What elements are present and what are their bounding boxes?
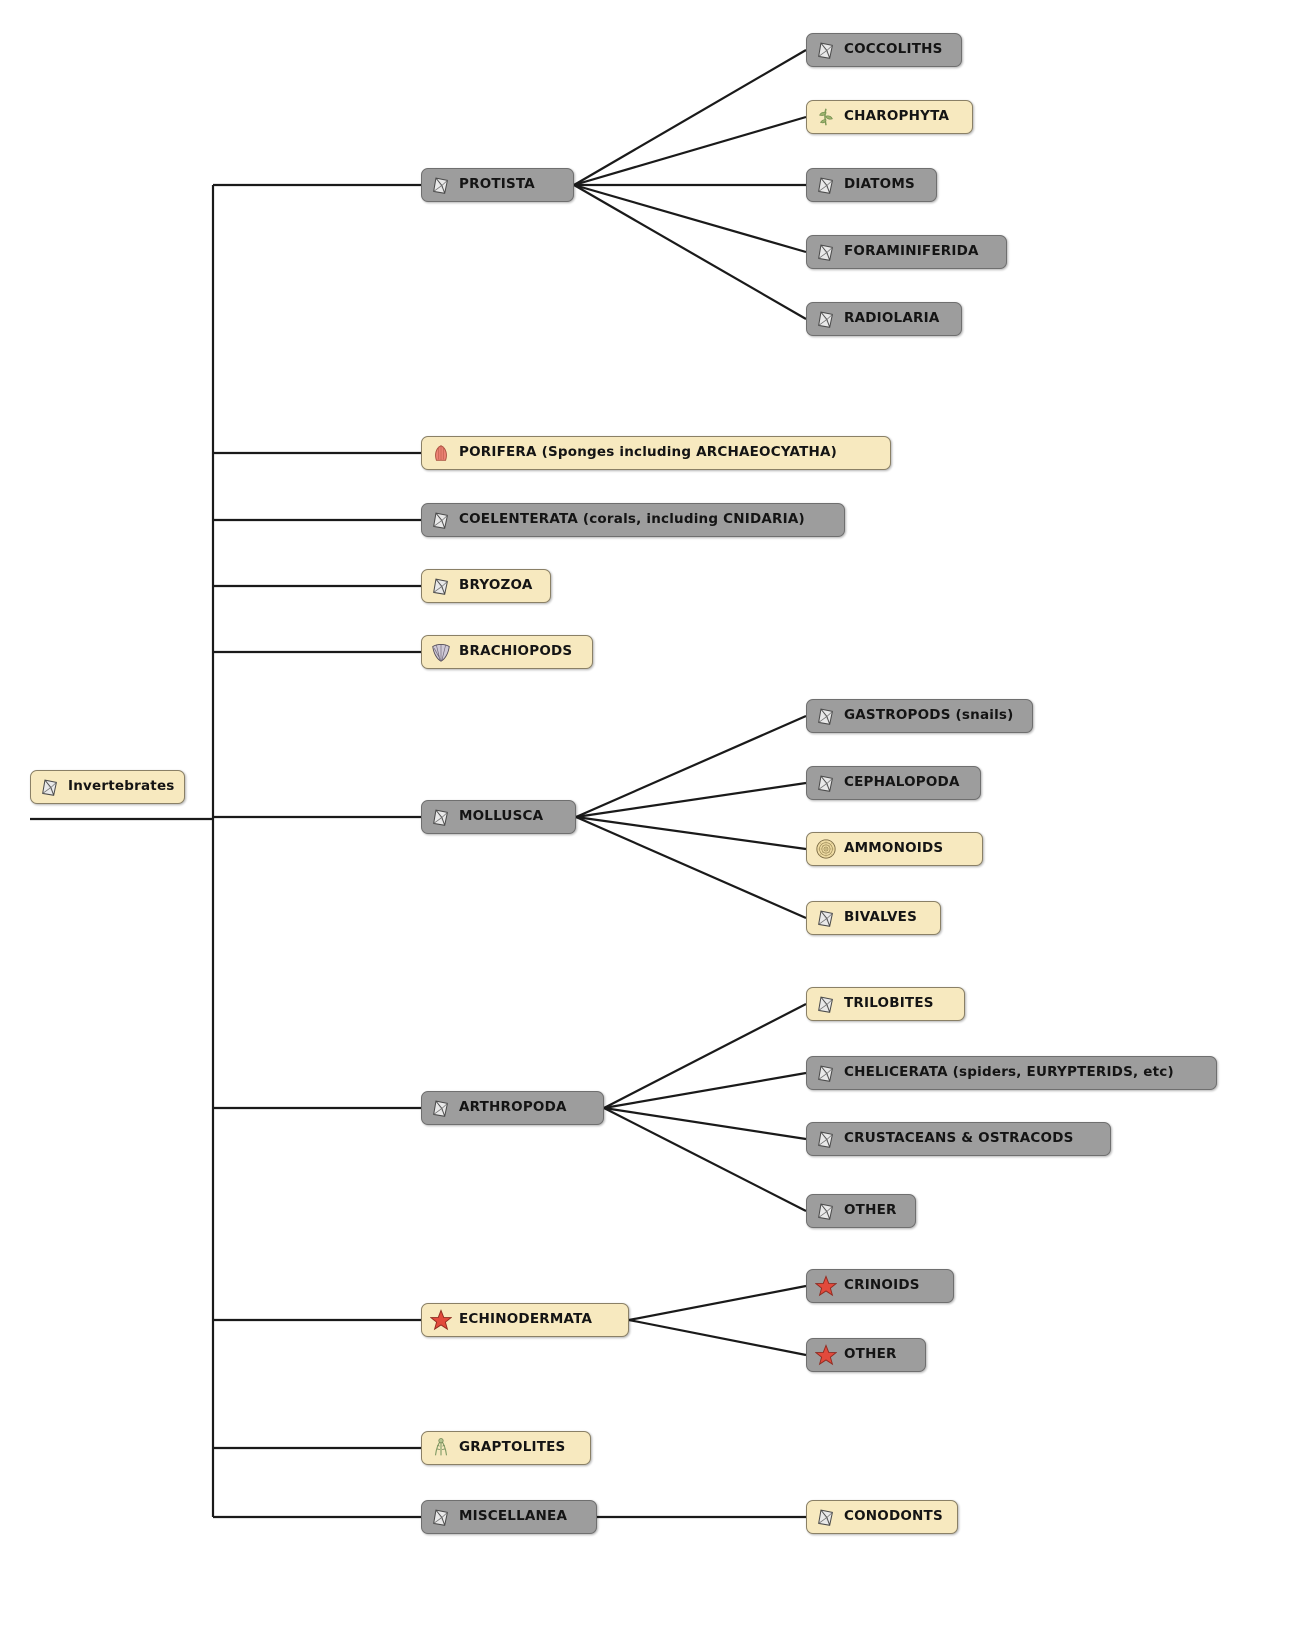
node-arthropoda[interactable] <box>421 1091 604 1125</box>
node-brachiopods[interactable] <box>421 635 593 669</box>
node-label: GASTROPODS (snails) <box>844 707 1014 724</box>
shell-icon <box>815 307 837 331</box>
shell-icon <box>430 574 452 598</box>
node-label: COCCOLITHS <box>844 41 943 58</box>
star-icon <box>815 1343 837 1367</box>
shell-icon <box>430 173 452 197</box>
shell-icon <box>815 1127 837 1151</box>
node-label: ECHINODERMATA <box>459 1311 593 1328</box>
node-label: FORAMINIFERIDA <box>844 243 979 260</box>
shell-icon <box>39 775 61 799</box>
node-label: ARTHROPODA <box>459 1099 567 1116</box>
node-crinoids[interactable] <box>806 1269 954 1303</box>
node-label: BIVALVES <box>844 909 918 926</box>
node-cephalopoda[interactable] <box>806 766 981 800</box>
ammonite-icon <box>815 837 837 861</box>
node-label: AMMONOIDS <box>844 840 944 857</box>
node-bivalves[interactable] <box>806 901 941 935</box>
node-label: BRACHIOPODS <box>459 643 573 660</box>
node-label: CHELICERATA (spiders, EURYPTERIDS, etc) <box>844 1064 1174 1081</box>
graptolite-icon <box>430 1436 452 1460</box>
node-graptolites[interactable] <box>421 1431 591 1465</box>
edge-mollusca-cephalopoda <box>576 783 806 817</box>
edge-protista-foraminiferida <box>574 185 806 252</box>
node-chelicerata[interactable] <box>806 1056 1217 1090</box>
shell-icon <box>430 508 452 532</box>
shell-icon <box>430 1096 452 1120</box>
node-label: CHAROPHYTA <box>844 108 950 125</box>
edge-arthropoda-trilobites <box>604 1004 806 1108</box>
edge-protista-radiolaria <box>574 185 806 319</box>
shell-icon <box>815 704 837 728</box>
shell-icon <box>815 906 837 930</box>
shell-icon <box>815 1061 837 1085</box>
node-label: CEPHALOPODA <box>844 774 960 791</box>
node-label: COELENTERATA (corals, including CNIDARIA) <box>459 511 805 528</box>
brachiopod-icon <box>430 640 452 664</box>
edge-mollusca-ammonoids <box>576 817 806 849</box>
node-ammonoids[interactable] <box>806 832 983 866</box>
shell-icon <box>815 240 837 264</box>
node-label: MOLLUSCA <box>459 808 544 825</box>
node-trilobites[interactable] <box>806 987 965 1021</box>
node-label: CRINOIDS <box>844 1277 920 1294</box>
node-crustaceans[interactable] <box>806 1122 1111 1156</box>
node-radiolaria[interactable] <box>806 302 962 336</box>
node-mollusca[interactable] <box>421 800 576 834</box>
node-label: GRAPTOLITES <box>459 1439 566 1456</box>
edge-arthropoda-chelicerata <box>604 1073 806 1108</box>
shell-icon <box>815 992 837 1016</box>
shell-icon <box>430 1505 452 1529</box>
node-label: CONODONTS <box>844 1508 943 1525</box>
node-label: OTHER <box>844 1202 897 1219</box>
node-gastropods[interactable] <box>806 699 1033 733</box>
shell-icon <box>815 173 837 197</box>
node-label: OTHER <box>844 1346 897 1363</box>
node-echino-other[interactable] <box>806 1338 926 1372</box>
edge-echinodermata-other <box>629 1320 806 1355</box>
shell-icon <box>815 38 837 62</box>
node-label: PORIFERA (Sponges including ARCHAEOCYATHA) <box>459 444 838 461</box>
node-echinodermata[interactable] <box>421 1303 629 1337</box>
shell-icon <box>430 805 452 829</box>
node-label: MISCELLANEA <box>459 1508 568 1525</box>
node-label: PROTISTA <box>459 176 535 193</box>
sponge-icon <box>430 441 452 465</box>
shell-icon <box>815 1505 837 1529</box>
node-label: DIATOMS <box>844 176 915 193</box>
node-root[interactable] <box>30 770 185 804</box>
node-protista[interactable] <box>421 168 574 202</box>
edge-arthropoda-crustaceans <box>604 1108 806 1139</box>
node-bryozoa[interactable] <box>421 569 551 603</box>
edge-echinodermata-crinoids <box>629 1286 806 1320</box>
node-conodonts[interactable] <box>806 1500 958 1534</box>
edge-mollusca-gastropods <box>576 716 806 817</box>
edge-protista-charophyta <box>574 117 806 185</box>
edge-mollusca-bivalves <box>576 817 806 918</box>
node-foraminiferida[interactable] <box>806 235 1007 269</box>
node-label: TRILOBITES <box>844 995 934 1012</box>
node-label: CRUSTACEANS & OSTRACODS <box>844 1130 1074 1147</box>
edge-arthropoda-other <box>604 1108 806 1211</box>
shell-icon <box>815 1199 837 1223</box>
node-porifera[interactable] <box>421 436 891 470</box>
node-charophyta[interactable] <box>806 100 973 134</box>
node-coelenterata[interactable] <box>421 503 845 537</box>
star-icon <box>815 1274 837 1298</box>
node-coccoliths[interactable] <box>806 33 962 67</box>
star-icon <box>430 1308 452 1332</box>
algae-icon <box>815 105 837 129</box>
shell-icon <box>815 771 837 795</box>
node-miscellanea[interactable] <box>421 1500 597 1534</box>
node-diatoms[interactable] <box>806 168 937 202</box>
node-label: Invertebrates <box>68 778 175 795</box>
edge-protista-coccoliths <box>574 50 806 185</box>
node-arth-other[interactable] <box>806 1194 916 1228</box>
node-label: BRYOZOA <box>459 577 533 594</box>
node-label: RADIOLARIA <box>844 310 940 327</box>
